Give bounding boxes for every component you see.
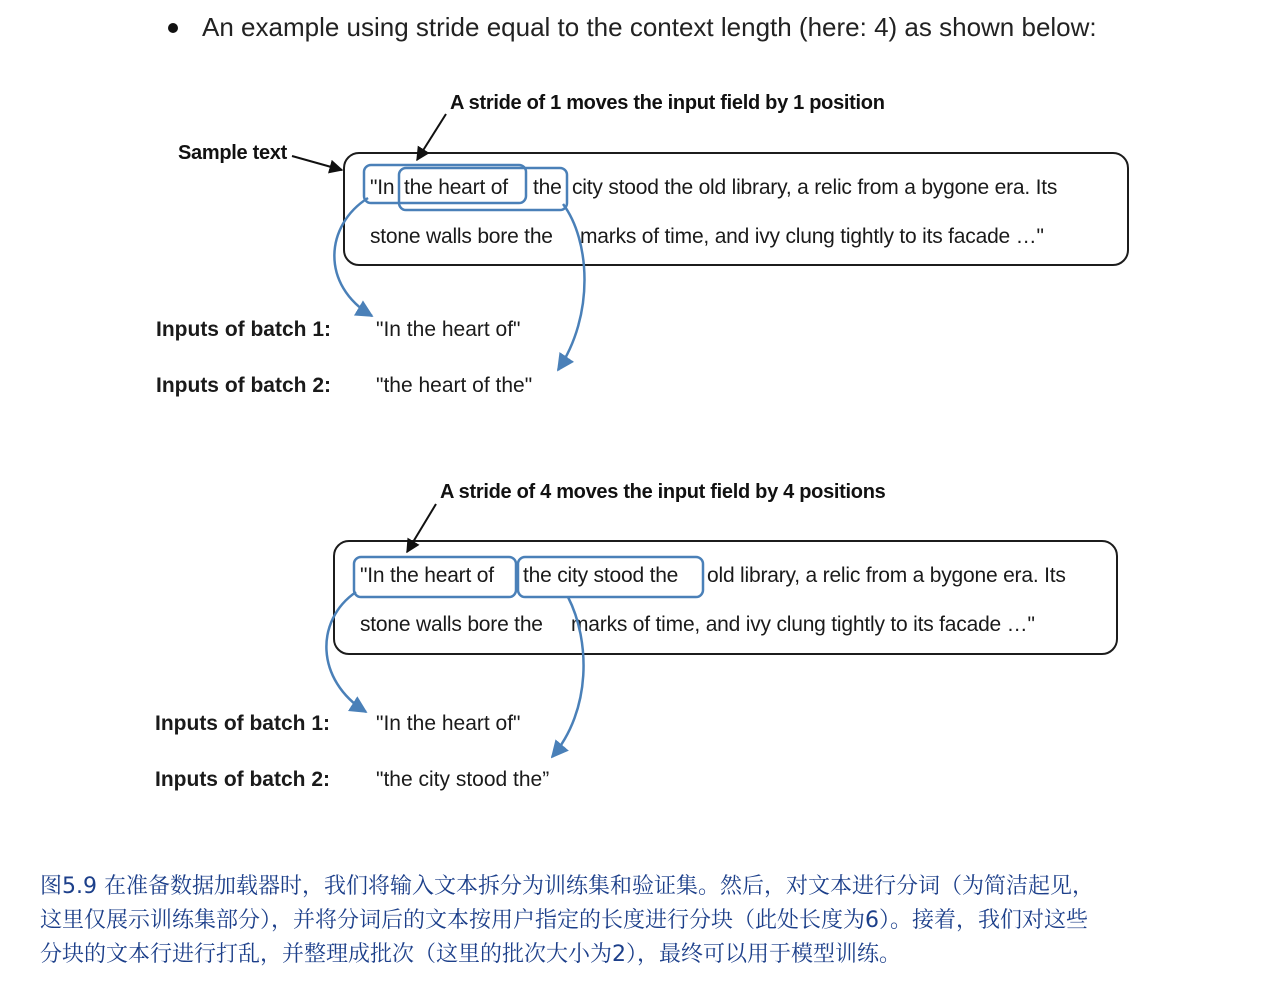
d2-batch1-value: "In the heart of" [376,712,521,735]
d2-line1-rest: old library, a relic from a bygone era. Its [707,564,1066,587]
d1-batch1-value: "In the heart of" [376,318,521,341]
d2-line2-part-b: marks of time, and ivy clung tightly to its facade …" [571,613,1035,636]
d1-line1-in: "In [370,176,395,199]
d2-line1-heart-of: "In the heart of [360,564,494,587]
d2-batch1-label: Inputs of batch 1: [155,712,330,735]
d2-batch2-value: "the city stood the” [376,768,550,791]
stride1-callout: A stride of 1 moves the input field by 1 position [450,92,885,114]
sample-text-label: Sample text [178,142,287,164]
figure-caption [40,870,1250,972]
d1-line2-part-b: marks of time, and ivy clung tightly to its facade …" [580,225,1044,248]
d2-line2-part-a: stone walls bore the [360,613,543,636]
d1-batch1-label: Inputs of batch 1: [156,318,331,341]
d1-line1-heart-of: the heart of [404,176,508,199]
sample-text-pointer-arrow [292,156,342,170]
stride4-callout: A stride of 4 moves the input field by 4 positions [440,481,886,503]
d1-batch2-value: "the heart of the" [376,374,533,397]
d1-batch2-label: Inputs of batch 2: [156,374,331,397]
d1-line2-part-a: stone walls bore the [370,225,553,248]
caption-line-2: 这里仅展示训练集部分），并将分词后的文本按用户指定的长度进行分块（此处长度为6）。接着，我们对这些 [40,908,1089,933]
sample-text-box-2 [333,540,1118,655]
bullet-dot-icon [168,23,178,33]
caption-line-1: 图5.9 在准备数据加载器时，我们将输入文本拆分为训练集和验证集。然后，对文本进行分词（为简洁起见， [40,874,1094,899]
bullet-text: An example using stride equal to the context length (here: 4) as shown below: [202,12,1097,42]
d1-line1-the: the [533,176,562,199]
bullet-item [168,12,1097,43]
d1-line1-rest: city stood the old library, a relic from a bygone era. Its [572,176,1058,199]
caption-line-3: 分块的文本行进行打乱，并整理成批次（这里的批次大小为2），最终可以用于模型训练。 [40,942,901,967]
d2-batch2-label: Inputs of batch 2: [155,768,330,791]
d2-line1-city-stood: the city stood the [523,564,679,587]
